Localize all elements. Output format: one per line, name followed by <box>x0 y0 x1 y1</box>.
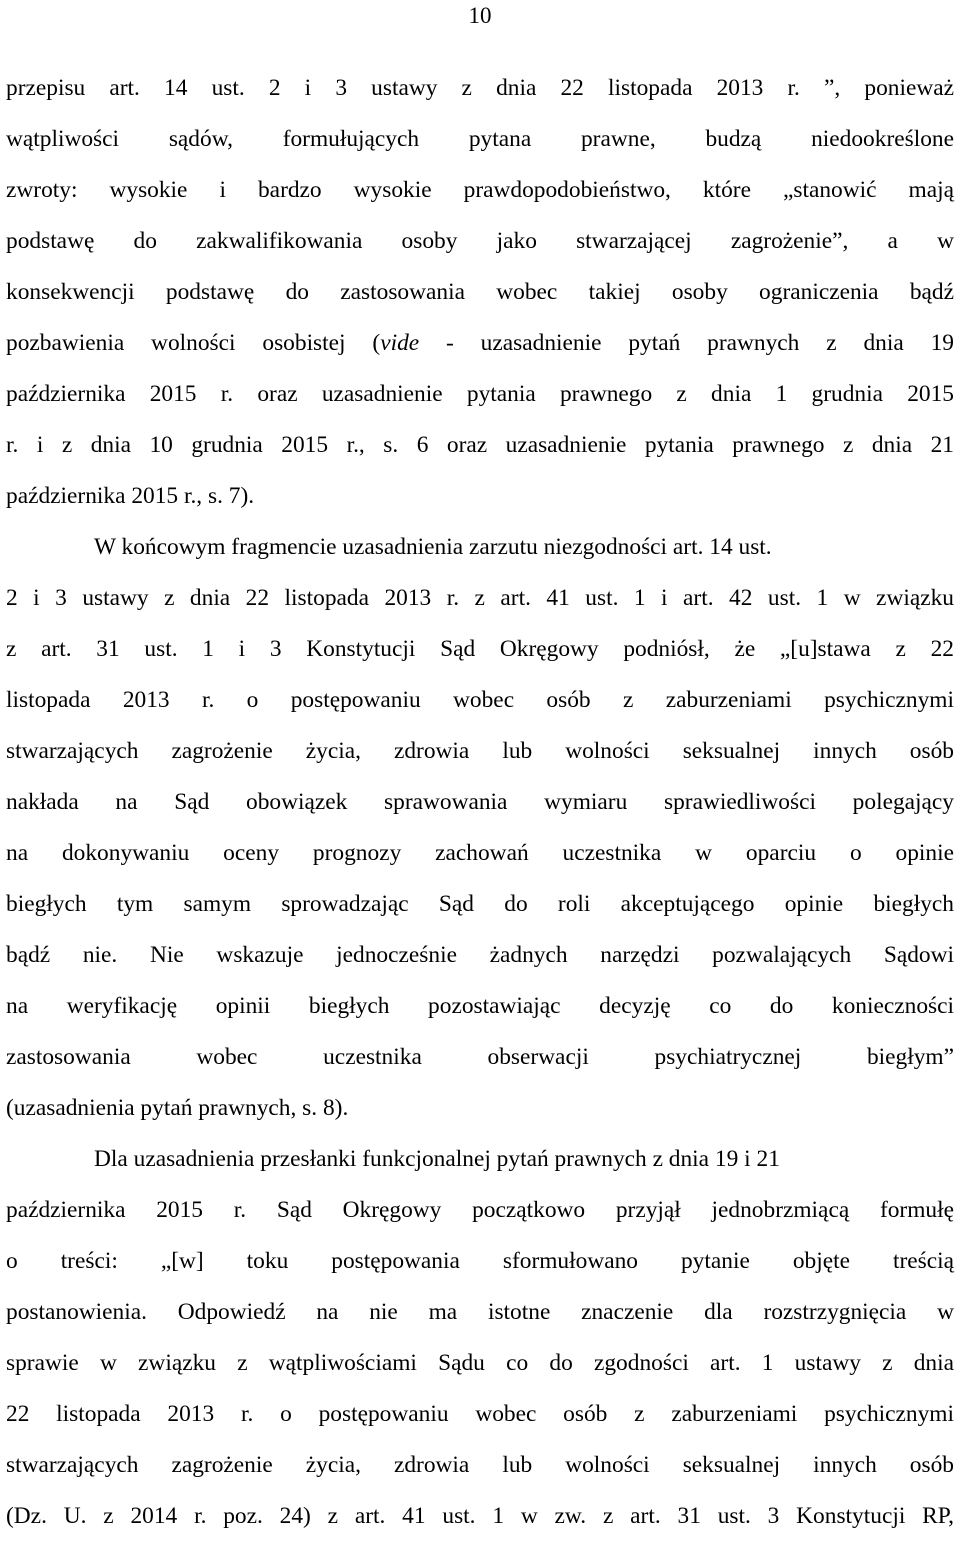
text-line: października 2015 r. Sąd Okręgowy początkowo przyjął jednobrzmiącą formułę <box>6 1197 954 1223</box>
text-line: na dokonywaniu oceny prognozy zachowań uczestnika w oparciu o opinie <box>6 840 954 866</box>
text-line: listopada 2013 r. o postępowaniu wobec osób z zaburzeniami psychicznymi <box>6 687 954 713</box>
text-line: bądź nie. Nie wskazuje jednocześnie żadnych narzędzi pozwalających Sądowi <box>6 942 954 968</box>
text-line: W końcowym fragmencie uzasadnienia zarzutu niezgodności art. 14 ust. <box>94 534 772 560</box>
text-line: 22 listopada 2013 r. o postępowaniu wobec osób z zaburzeniami psychicznymi <box>6 1401 954 1427</box>
text-line: zastosowania wobec uczestnika obserwacji psychiatrycznej biegłym” <box>6 1044 954 1070</box>
text-line: o treści: „[w] toku postępowania sformułowano pytanie objęte treścią <box>6 1248 954 1274</box>
text-line: na weryfikację opinii biegłych pozostawiając decyzję co do konieczności <box>6 993 954 1019</box>
text-line: wątpliwości sądów, formułujących pytana prawne, budzą niedookreślone <box>6 126 954 152</box>
text-segment: pozbawienia wolności osobistej ( <box>6 330 381 356</box>
text-line: podstawę do zakwalifikowania osoby jako stwarzającej zagrożenie”, a w <box>6 228 954 254</box>
text-line: stwarzających zagrożenie życia, zdrowia lub wolności seksualnej innych osób <box>6 1452 954 1478</box>
text-line: (Dz. U. z 2014 r. poz. 24) z art. 41 ust. 1 w zw. z art. 31 ust. 3 Konstytucji RP, <box>6 1503 954 1529</box>
text-line: (uzasadnienia pytań prawnych, s. 8). <box>6 1095 349 1121</box>
text-line: października 2015 r., s. 7). <box>6 483 255 509</box>
text-line: sprawie w związku z wątpliwościami Sądu co do zgodności art. 1 ustawy z dnia <box>6 1350 954 1376</box>
page-number: 10 <box>468 3 492 28</box>
text-line: biegłych tym samym sprowadzając Sąd do roli akceptującego opinie biegłych <box>6 891 954 917</box>
text-line: 2 i 3 ustawy z dnia 22 listopada 2013 r. z art. 41 ust. 1 i art. 42 ust. 1 w związku <box>6 585 954 611</box>
text-line: zwroty: wysokie i bardzo wysokie prawdopodobieństwo, które „stanowić mają <box>6 177 954 203</box>
text-segment: - uzasadnienie pytań prawnych z dnia 19 <box>419 330 954 356</box>
italic-term: vide <box>380 330 420 356</box>
text-line: z art. 31 ust. 1 i 3 Konstytucji Sąd Okręgowy podniósł, że „[u]stawa z 22 <box>6 636 954 662</box>
document-body <box>6 66 954 1545</box>
text-line <box>6 321 954 372</box>
text-line: konsekwencji podstawę do zastosowania wobec takiej osoby ograniczenia bądź <box>6 279 954 305</box>
text-line: października 2015 r. oraz uzasadnienie pytania prawnego z dnia 1 grudnia 2015 <box>6 381 954 407</box>
text-line: postanowienia. Odpowiedź na nie ma istotne znaczenie dla rozstrzygnięcia w <box>6 1299 954 1325</box>
text-line: stwarzających zagrożenie życia, zdrowia lub wolności seksualnej innych osób <box>6 738 954 764</box>
text-line: r. i z dnia 10 grudnia 2015 r., s. 6 oraz uzasadnienie pytania prawnego z dnia 21 <box>6 432 954 458</box>
text-line: przepisu art. 14 ust. 2 i 3 ustawy z dnia 22 listopada 2013 r. ”, ponieważ <box>6 75 954 101</box>
text-line: Dla uzasadnienia przesłanki funkcjonalnej pytań prawnych z dnia 19 i 21 <box>94 1146 780 1172</box>
text-line: nakłada na Sąd obowiązek sprawowania wymiaru sprawiedliwości polegający <box>6 789 954 815</box>
